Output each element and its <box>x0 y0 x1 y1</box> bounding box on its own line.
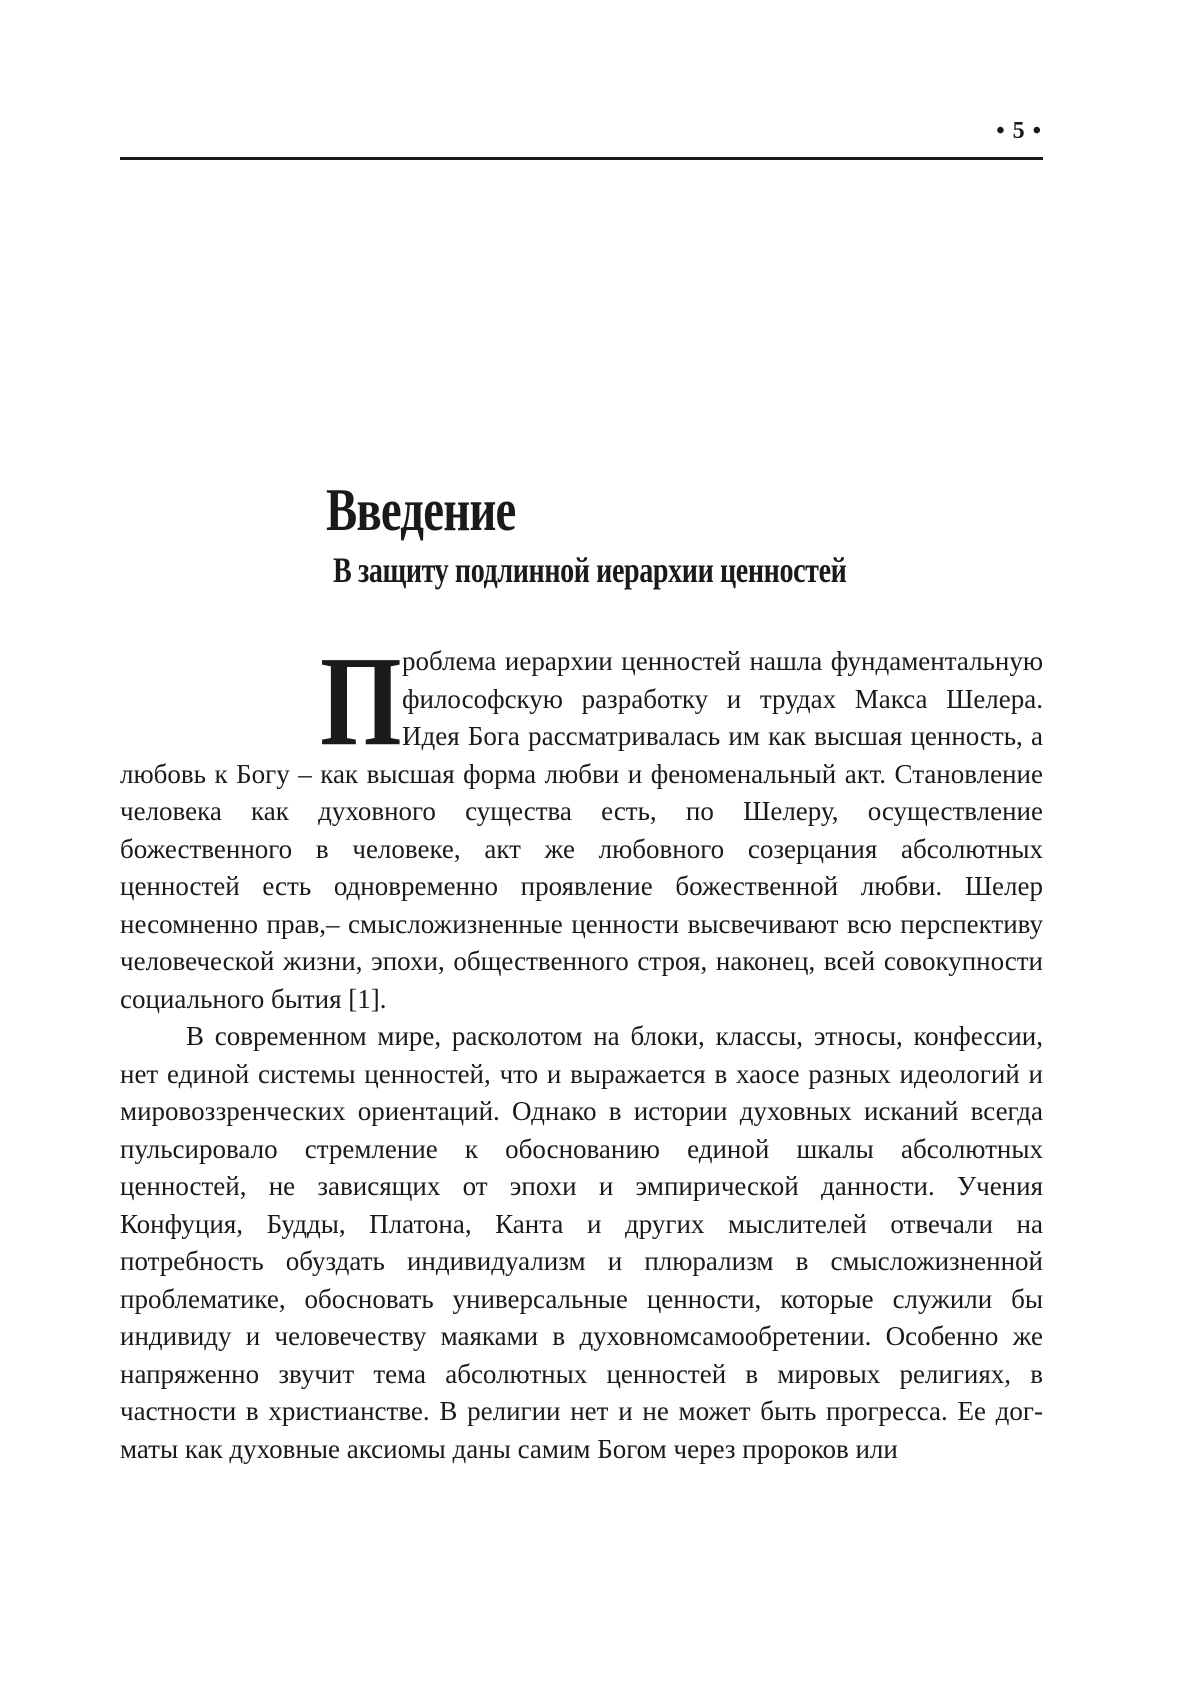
chapter-title: Введение <box>326 477 516 543</box>
page-number: • 5 • <box>996 118 1042 144</box>
paragraph-2: В современном мире, расколотом на блоки, классы, этносы, конфессии, нет единой системы ценностей, что и выражается в хаосе разных идеологий и мировоззренческих ориентаций. Однако в истории духовных исканий всегда пульсировало стремление к обоснованию единой шкалы абсолютных ценностей, не зависящих от эпохи и эмпирической данности. Учения Конфуция, Будды, Платона, Канта и других мыслителей отвечали на потребность обуздать индивидуализм и плюрализм в смысложизненной проблематике, обосновать универсальные ценности, которые служили бы индивиду и человечеству маяками в духовномсамообретении. Особенно же напряженно звучит тема абсолютных ценностей в мировых религиях, в частности в христианстве. В религии нет и не может быть прогресса. Ее догматы как духовные аксиомы даны самим Богом через пророков или <box>120 1021 1043 1464</box>
drop-cap: П <box>320 630 402 772</box>
paragraph-1-text: роблема иерархии ценностей нашла фундаментальную философскую разработку и трудах Макса Шелера. Идея Бога рассматривалась им как высшая ценность, а любовь к Богу – как высшая форма любви и феноменальный акт. Становление человека как духовного существа есть, по Шелеру, осуществление божественного в человеке, акт же любовного созерцания абсолютных ценностей есть одновременно проявление божественной любви. Шелер несомненно прав,– смысложизненные ценности высвечивают всю перспективу человеческой жизни, эпохи, общественного строя, наконец, всей совокупности социального бытия [1]. <box>120 646 1043 1014</box>
header-rule <box>120 157 1043 160</box>
paragraph-1 <box>120 630 1043 1018</box>
body-text <box>120 630 1043 1468</box>
chapter-subtitle: В защиту подлинной иерархии ценностей <box>333 550 847 590</box>
